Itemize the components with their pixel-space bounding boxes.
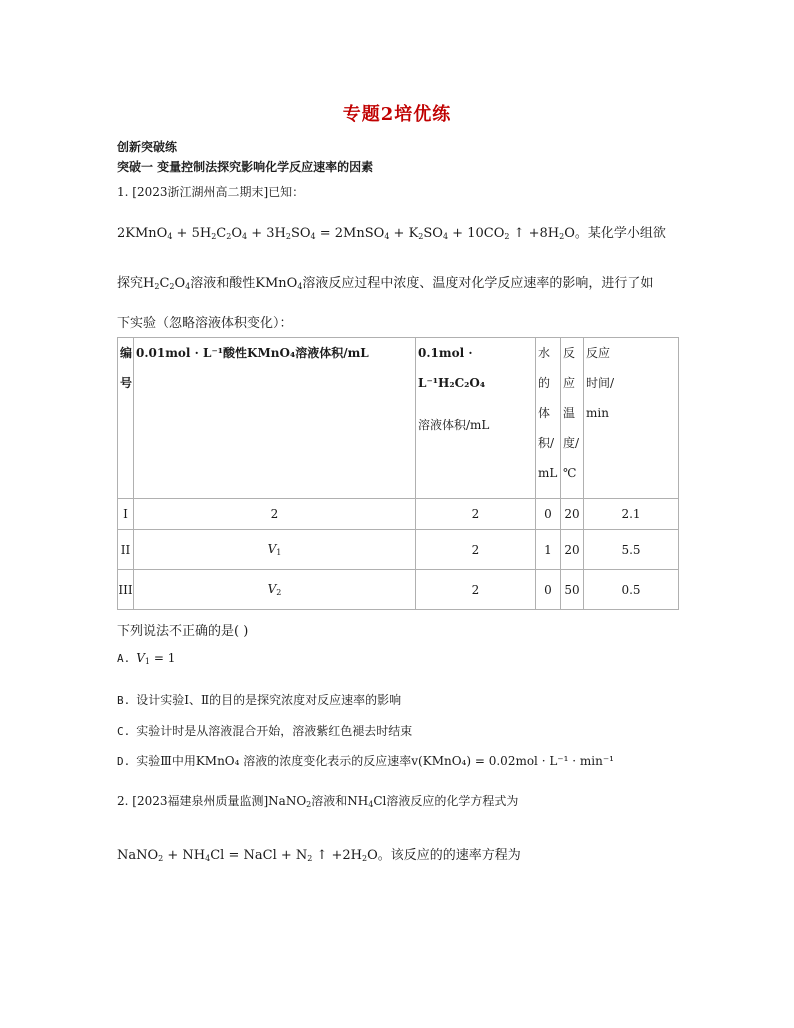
row-h2c2o4-volume: 2	[416, 530, 536, 570]
row-water-volume: 1	[536, 530, 561, 570]
choice-a-label: A.	[117, 652, 131, 665]
header-water-3: 体	[538, 406, 551, 420]
q2-line2-d: 4	[205, 854, 211, 863]
header-water-volume	[536, 338, 561, 499]
table-row	[118, 530, 679, 570]
q1-line2-c: C	[159, 276, 170, 291]
equation-subscript: 2	[559, 232, 565, 241]
choice-d-math: v(KMnO₄) = 0.02mol · L⁻¹ · min⁻¹	[411, 754, 614, 768]
section-heading: 创新突破练	[117, 140, 178, 154]
header-number-2: 号	[120, 376, 133, 390]
row-h2c2o4-volume: 2	[416, 570, 536, 610]
header-kmno4-volume: 0.01mol · L⁻¹酸性KMnO₄溶液体积/mL	[134, 338, 416, 499]
topic-heading: 突破一 变量控制法探究影响化学反应速率的因素	[117, 160, 374, 174]
table-row	[118, 499, 679, 530]
header-water-2: 的	[538, 376, 551, 390]
row-reaction-time: 2.1	[584, 499, 679, 530]
header-h2c2o4-volume	[416, 338, 536, 499]
equation-subscript: 2	[504, 232, 510, 241]
row-var: V	[267, 582, 277, 596]
choice-b-label: B.	[117, 694, 131, 707]
equation-text: ↑ +8H	[509, 226, 560, 241]
q2-line1-c: 溶液和NH	[311, 794, 369, 808]
equation-text: SO	[290, 226, 311, 241]
q1-line2-i: 溶液反应过程中浓度、温度对化学反应速率的影响，进行了如	[302, 276, 654, 291]
table-header-row	[118, 338, 679, 499]
header-reaction-time	[584, 338, 679, 499]
q1-equation-tail: 。某化学小组欲	[574, 226, 666, 241]
q2-line1-a: 2. [2023福建泉州质量监测]NaNO	[117, 794, 307, 808]
header-water-5: mL	[538, 466, 558, 480]
header-number	[118, 338, 134, 499]
header-temp-5: ℃	[563, 466, 577, 480]
q1-line2	[117, 272, 653, 291]
row-number: III	[118, 570, 134, 610]
q1-line2-g: 溶液和酸性KMnO	[190, 276, 298, 291]
q2-line2-c: + NH	[163, 848, 206, 863]
q2-line2-a: NaNO	[117, 848, 159, 863]
q2-line1-b: 2	[306, 800, 312, 809]
table-row	[118, 570, 679, 610]
q1-line2-f: 4	[185, 282, 191, 291]
experiment-table	[117, 337, 679, 610]
header-water-4: 积/	[538, 436, 555, 450]
header-temp-4: 度/	[563, 436, 580, 450]
row-var-sub: 1	[276, 548, 282, 557]
row-var-sub: 2	[276, 588, 282, 597]
q1-intro: 1. [2023浙江湖州高二期末]已知：	[117, 185, 305, 199]
row-number: I	[118, 499, 134, 530]
row-reaction-time: 5.5	[584, 530, 679, 570]
equation-subscript: 4	[384, 232, 390, 241]
equation-text: + 10CO	[448, 226, 505, 241]
equation-text: 2KMnO	[117, 226, 168, 241]
row-kmno4-volume	[134, 570, 416, 610]
choice-d-label: D.	[117, 755, 131, 768]
choice-b[interactable]	[117, 691, 401, 708]
q2-line1-e: Cl溶液反应的化学方程式为	[373, 794, 519, 808]
choice-c-label: C.	[117, 725, 131, 738]
equation-text: + 5H	[172, 226, 212, 241]
header-temp-3: 温	[563, 406, 576, 420]
choice-c[interactable]	[117, 722, 412, 739]
header-number-1: 编	[120, 346, 133, 360]
q1-line2-b: 2	[154, 282, 160, 291]
equation-subscript: 2	[211, 232, 217, 241]
row-water-volume: 0	[536, 499, 561, 530]
equation-text: + 3H	[247, 226, 286, 241]
q2-line1	[117, 792, 518, 809]
equation-subscript: 4	[167, 232, 173, 241]
row-temperature: 50	[561, 570, 584, 610]
q1-line2-h: 4	[297, 282, 303, 291]
row-reaction-time: 0.5	[584, 570, 679, 610]
row-water-volume: 0	[536, 570, 561, 610]
equation-subscript: 2	[418, 232, 424, 241]
q2-line1-d: 4	[368, 800, 374, 809]
choice-a[interactable]	[117, 651, 175, 666]
q2-line2-b: 2	[158, 854, 164, 863]
row-kmno4-volume: 2	[134, 499, 416, 530]
q2-line2	[117, 844, 521, 863]
header-temp-1: 反	[563, 346, 576, 360]
q1-line2-a: 探究H	[117, 276, 155, 291]
row-kmno4-volume	[134, 530, 416, 570]
header-water-1: 水	[538, 346, 551, 360]
equation-text: + K	[389, 226, 419, 241]
q2-line2-e: Cl = NaCl + N	[210, 848, 308, 863]
header-time-1: 反应	[586, 346, 611, 360]
row-number: II	[118, 530, 134, 570]
header-time-3: min	[586, 406, 609, 420]
header-time-2: 时间/	[586, 376, 615, 390]
q1-line2-e: O	[174, 276, 186, 291]
choice-d-text: 实验Ⅲ中用KMnO₄ 溶液的浓度变化表示的反应速率	[136, 754, 412, 768]
header-temperature	[561, 338, 584, 499]
header-temp-2: 应	[563, 376, 576, 390]
choice-c-text: 实验计时是从溶液混合开始，溶液紫红色褪去时结束	[136, 724, 413, 738]
equation-text: = 2MnSO	[315, 226, 385, 241]
equation-text: O	[564, 226, 575, 241]
q2-line2-h: 2	[362, 854, 368, 863]
equation-subscript: 2	[226, 232, 232, 241]
header-h2c2o4-a: 0.1mol · L⁻¹H₂C₂O₄	[418, 346, 486, 390]
row-var: V	[267, 542, 277, 556]
choice-a-sub: 1	[144, 657, 151, 666]
choice-a-var: V	[136, 651, 145, 665]
row-temperature: 20	[561, 530, 584, 570]
choice-b-text: 设计实验Ⅰ、Ⅱ的目的是探究浓度对反应速率的影响	[136, 693, 402, 707]
equation-subscript: 4	[242, 232, 248, 241]
q1-line3: 下实验（忽略溶液体积变化）：	[117, 316, 293, 331]
equation-text: C	[216, 226, 227, 241]
page-title: 专题2培优练	[342, 104, 452, 125]
equation-subscript: 2	[285, 232, 291, 241]
row-h2c2o4-volume: 2	[416, 499, 536, 530]
equation-text: SO	[423, 226, 443, 241]
equation-subscript: 4	[442, 232, 449, 241]
q1-equation	[117, 222, 666, 241]
q2-line2-i: O。该反应的的速率方程为	[367, 848, 521, 863]
q2-line2-f: 2	[307, 854, 313, 863]
choice-d[interactable]	[117, 752, 614, 769]
equation-subscript: 4	[310, 232, 316, 241]
equation-text: O	[231, 226, 242, 241]
q2-line2-g: ↑ +2H	[312, 848, 363, 863]
q1-ask: 下列说法不正确的是( )	[117, 624, 249, 639]
row-temperature: 20	[561, 499, 584, 530]
header-h2c2o4-b: 溶液体积/mL	[418, 418, 490, 432]
choice-a-rest: = 1	[150, 651, 176, 665]
q1-line2-d: 2	[169, 282, 175, 291]
q1-equation-formula	[117, 226, 575, 241]
